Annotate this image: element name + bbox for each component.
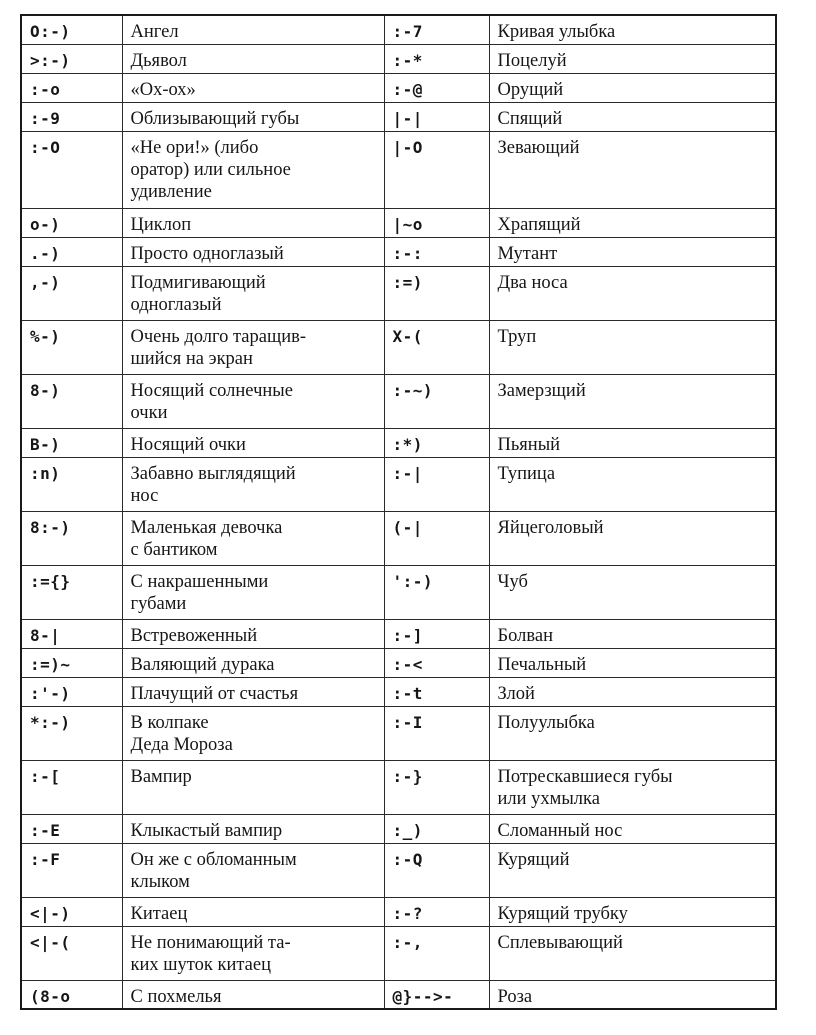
table-row: [21, 15, 776, 44]
emoticon-code: :-@: [384, 73, 489, 102]
emoticon-code: :=)~: [21, 648, 122, 677]
emoticon-description-cell: [489, 926, 776, 980]
emoticon-description: Два носа: [497, 272, 568, 293]
emoticon-code: :'-): [21, 677, 122, 706]
emoticon-description: Плачущий от счастья: [130, 683, 299, 704]
emoticon-description: Замерзщий: [497, 380, 586, 401]
emoticon-description: Забавно выглядящий нос: [130, 463, 296, 506]
emoticon-description-cell: [122, 457, 384, 511]
emoticon-description: Болван: [497, 625, 553, 646]
emoticon-description: Встревоженный: [130, 625, 258, 646]
emoticon-code: :-E: [21, 814, 122, 843]
emoticon-description: Носящий солнечные очки: [130, 380, 293, 423]
emoticon-description-cell: [122, 44, 384, 73]
table-row: [21, 565, 776, 619]
emoticon-description-cell: [489, 208, 776, 237]
emoticon-description-cell: [122, 428, 384, 457]
emoticon-code: X-(: [384, 320, 489, 374]
emoticon-code: :={}: [21, 565, 122, 619]
emoticon-description-cell: [489, 237, 776, 266]
emoticon-description-cell: [489, 565, 776, 619]
table-row: [21, 457, 776, 511]
emoticon-table: [20, 14, 777, 1010]
emoticon-code: :-9: [21, 102, 122, 131]
emoticon-code: :*): [384, 428, 489, 457]
emoticon-description-cell: [122, 15, 384, 44]
emoticon-description-cell: [489, 131, 776, 208]
emoticon-description: Не понимающий та- ких шуток китаец: [130, 932, 291, 975]
table-row: [21, 102, 776, 131]
emoticon-description: Мутант: [497, 243, 558, 264]
emoticon-description-cell: [122, 511, 384, 565]
emoticon-description: Кривая улыбка: [497, 22, 616, 42]
emoticon-description-cell: [122, 814, 384, 843]
table-row: [21, 44, 776, 73]
emoticon-code: >:-): [21, 44, 122, 73]
emoticon-description: Поцелуй: [497, 50, 567, 71]
emoticon-code: :=): [384, 266, 489, 320]
emoticon-code: 8:-): [21, 511, 122, 565]
emoticon-description-cell: [122, 374, 384, 428]
table-row: [21, 980, 776, 1009]
emoticon-description: Спящий: [497, 108, 563, 129]
table-row: [21, 511, 776, 565]
emoticon-description: Полуулыбка: [497, 712, 595, 733]
emoticon-description-cell: [122, 102, 384, 131]
emoticon-description-cell: [122, 926, 384, 980]
emoticon-description: Сломанный нос: [497, 820, 623, 841]
table-row: [21, 897, 776, 926]
emoticon-code: :-*: [384, 44, 489, 73]
emoticon-description: Храпящий: [497, 214, 581, 235]
emoticon-description-cell: [489, 648, 776, 677]
table-row: [21, 428, 776, 457]
emoticon-description: Носящий очки: [130, 434, 246, 455]
table-row: [21, 677, 776, 706]
emoticon-description-cell: [122, 648, 384, 677]
emoticon-table-body: [21, 15, 776, 1009]
emoticon-code: B-): [21, 428, 122, 457]
emoticon-description: «Не ори!» (либо оратор) или сильное удивление: [130, 137, 291, 202]
emoticon-description: Валяющий дурака: [130, 654, 275, 675]
emoticon-description-cell: [489, 897, 776, 926]
table-row: [21, 131, 776, 208]
emoticon-code: o-): [21, 208, 122, 237]
emoticon-description: Труп: [497, 326, 537, 347]
emoticon-description: Циклоп: [130, 214, 192, 235]
emoticon-description-cell: [122, 131, 384, 208]
table-row: [21, 814, 776, 843]
emoticon-description: Облизывающий губы: [130, 108, 300, 129]
emoticon-description-cell: [122, 320, 384, 374]
emoticon-code: .-): [21, 237, 122, 266]
emoticon-code: %-): [21, 320, 122, 374]
emoticon-code: |-|: [384, 102, 489, 131]
table-row: [21, 237, 776, 266]
emoticon-code: :-<: [384, 648, 489, 677]
emoticon-description: Тупица: [497, 463, 556, 484]
emoticon-code: :-o: [21, 73, 122, 102]
emoticon-description-cell: [489, 15, 776, 44]
emoticon-description-cell: [489, 980, 776, 1009]
emoticon-code: 8-): [21, 374, 122, 428]
emoticon-code: :-~): [384, 374, 489, 428]
emoticon-code: :-:: [384, 237, 489, 266]
emoticon-description-cell: [489, 374, 776, 428]
emoticon-description: В колпаке Деда Мороза: [130, 712, 233, 755]
emoticon-code: :-[: [21, 760, 122, 814]
emoticon-description: Маленькая девочка с бантиком: [130, 517, 283, 560]
emoticon-description-cell: [122, 619, 384, 648]
emoticon-code: O:-): [21, 15, 122, 44]
emoticon-description: Орущий: [497, 79, 564, 100]
emoticon-code: (8-o: [21, 980, 122, 1009]
emoticon-description-cell: [122, 266, 384, 320]
emoticon-description-cell: [122, 73, 384, 102]
emoticon-description-cell: [489, 457, 776, 511]
emoticon-code: (-|: [384, 511, 489, 565]
emoticon-description-cell: [122, 237, 384, 266]
emoticon-description-cell: [489, 677, 776, 706]
emoticon-description: Потрескавшиеся губы или ухмылка: [497, 766, 673, 809]
emoticon-code: :-I: [384, 706, 489, 760]
emoticon-code: :-]: [384, 619, 489, 648]
emoticon-description: Подмигивающий одноглазый: [130, 272, 266, 315]
emoticon-code: :-?: [384, 897, 489, 926]
emoticon-description: Очень долго таращив- шийся на экран: [130, 326, 307, 369]
table-row: [21, 73, 776, 102]
emoticon-code: :-O: [21, 131, 122, 208]
emoticon-description-cell: [122, 760, 384, 814]
emoticon-description: «Ох-ох»: [130, 79, 196, 100]
emoticon-description-cell: [489, 320, 776, 374]
table-row: [21, 208, 776, 237]
emoticon-code: |-O: [384, 131, 489, 208]
emoticon-description-cell: [489, 73, 776, 102]
emoticon-description-cell: [122, 208, 384, 237]
table-row: [21, 619, 776, 648]
emoticon-description: Курящий трубку: [497, 903, 628, 924]
emoticon-code: 8-|: [21, 619, 122, 648]
table-row: [21, 320, 776, 374]
emoticon-description: Пьяный: [497, 434, 561, 455]
emoticon-description-cell: [122, 677, 384, 706]
emoticon-description: Курящий: [497, 849, 570, 870]
emoticon-code: @}-->-: [384, 980, 489, 1009]
table-row: [21, 843, 776, 897]
emoticon-description-cell: [122, 843, 384, 897]
emoticon-description: Ангел: [130, 22, 179, 42]
emoticon-description-cell: [122, 706, 384, 760]
emoticon-description: Китаец: [130, 903, 188, 924]
emoticon-code: |~o: [384, 208, 489, 237]
emoticon-code: :n): [21, 457, 122, 511]
emoticon-description: Дьявол: [130, 50, 187, 71]
emoticon-description-cell: [489, 814, 776, 843]
emoticon-code: ,-): [21, 266, 122, 320]
table-row: [21, 266, 776, 320]
emoticon-code: <|-(: [21, 926, 122, 980]
emoticon-description-cell: [489, 428, 776, 457]
emoticon-code: :-}: [384, 760, 489, 814]
emoticon-description-cell: [489, 266, 776, 320]
emoticon-code: :-F: [21, 843, 122, 897]
emoticon-description-cell: [122, 565, 384, 619]
emoticon-code: :-,: [384, 926, 489, 980]
emoticon-description: Яйцеголовый: [497, 517, 604, 538]
emoticon-code: ':-): [384, 565, 489, 619]
emoticon-description: С похмелья: [130, 986, 222, 1007]
emoticon-description-cell: [489, 511, 776, 565]
emoticon-description: Зевающий: [497, 137, 580, 158]
emoticon-description: Просто одноглазый: [130, 243, 284, 264]
emoticon-description: Он же с обломанным клыком: [130, 849, 297, 892]
emoticon-description-cell: [489, 706, 776, 760]
emoticon-code: <|-): [21, 897, 122, 926]
emoticon-code: :-t: [384, 677, 489, 706]
emoticon-description-cell: [122, 980, 384, 1009]
emoticon-description-cell: [489, 44, 776, 73]
table-row: [21, 706, 776, 760]
table-row: [21, 760, 776, 814]
emoticon-description-cell: [489, 619, 776, 648]
table-row: [21, 648, 776, 677]
emoticon-description: Сплевывающий: [497, 932, 623, 953]
emoticon-description-cell: [489, 102, 776, 131]
table-row: [21, 926, 776, 980]
emoticon-code: :-|: [384, 457, 489, 511]
emoticon-description: С накрашенными губами: [130, 571, 269, 614]
emoticon-description: Вампир: [130, 766, 192, 787]
emoticon-description: Клыкастый вампир: [130, 820, 283, 841]
emoticon-description: Чуб: [497, 571, 528, 592]
table-row: [21, 374, 776, 428]
emoticon-description-cell: [122, 897, 384, 926]
emoticon-description: Злой: [497, 683, 535, 704]
emoticon-code: :-Q: [384, 843, 489, 897]
emoticon-description: Роза: [497, 986, 533, 1007]
emoticon-code: :_): [384, 814, 489, 843]
emoticon-description-cell: [489, 843, 776, 897]
emoticon-description-cell: [489, 760, 776, 814]
emoticon-description: Печальный: [497, 654, 587, 675]
emoticon-code: :-7: [384, 15, 489, 44]
emoticon-code: *:-): [21, 706, 122, 760]
